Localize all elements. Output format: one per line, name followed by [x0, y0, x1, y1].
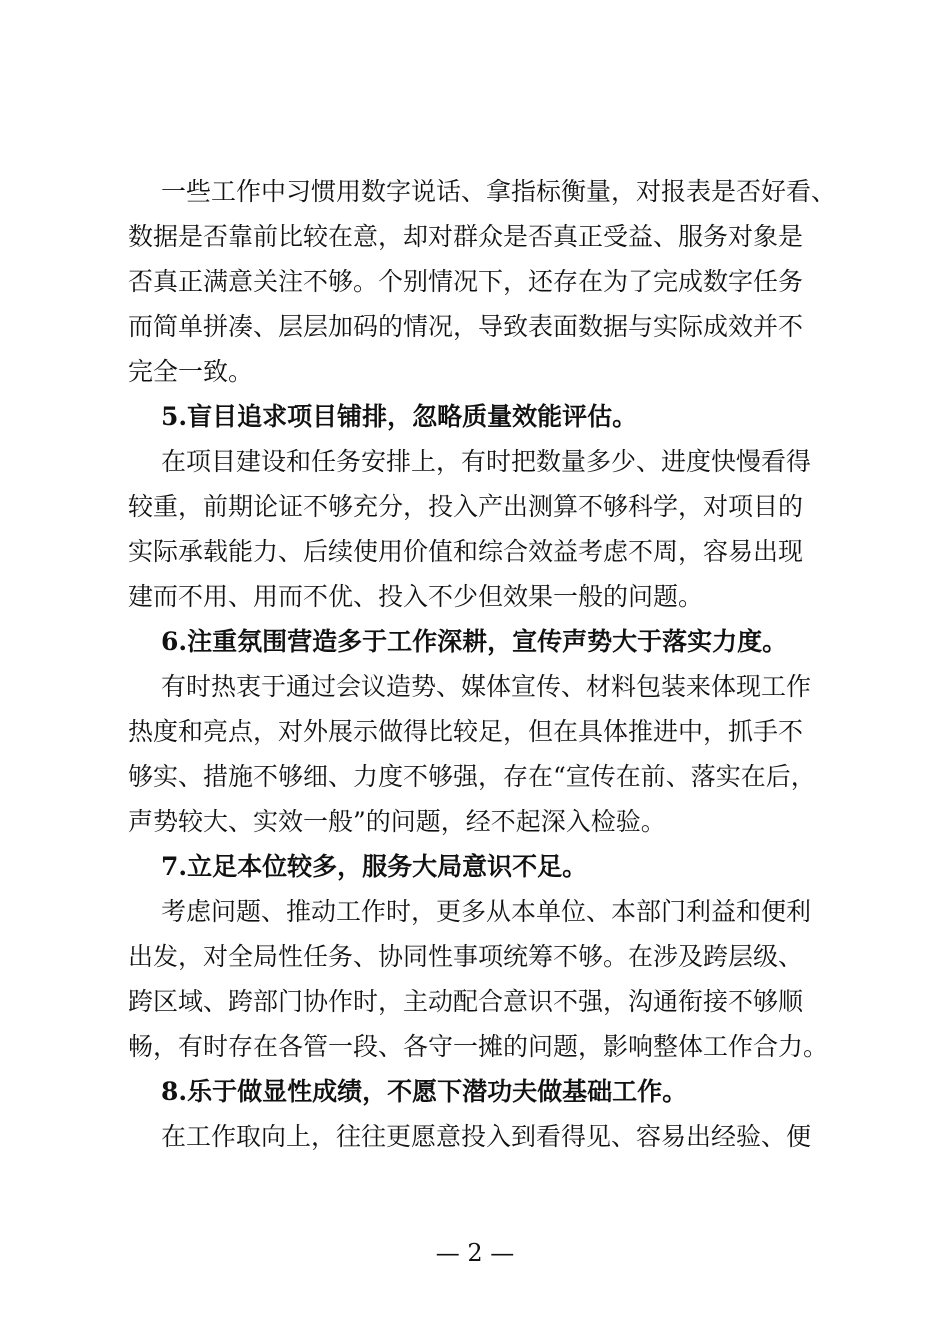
section-heading: 6.注重氛围营造多于工作深耕，宣传声势大于落实力度。 [161, 627, 788, 656]
body-line: 考虑问题、推动工作时，更多从本单位、本部门利益和便利 [161, 897, 812, 926]
section-heading: 7.立足本位较多，服务大局意识不足。 [161, 852, 588, 881]
body-line: 热度和亮点，对外展示做得比较足，但在具体推进中，抓手不 [128, 717, 804, 746]
body-line: 实际承载能力、后续使用价值和综合效益考虑不周，容易出现 [128, 537, 804, 566]
body-line: 建而不用、用而不优、投入不少但效果一般的问题。 [128, 582, 704, 611]
body-line: 够实、措施不够细、力度不够强，存在“宣传在前、落实在后， [128, 762, 816, 791]
body-line: 完全一致。 [128, 357, 254, 386]
body-line: 在工作取向上，往往更愿意投入到看得见、容易出经验、便 [161, 1122, 812, 1151]
body-line: 声势较大、实效一般”的问题，经不起深入检验。 [128, 807, 666, 836]
section-heading: 8.乐于做显性成绩，不愿下潜功夫做基础工作。 [161, 1077, 688, 1106]
body-line: 跨区域、跨部门协作时，主动配合意识不强，沟通衔接不够顺 [128, 987, 804, 1016]
body-line: 出发，对全局性任务、协同性事项统筹不够。在涉及跨层级、 [128, 942, 804, 971]
body-line: 否真正满意关注不够。个别情况下，还存在为了完成数字任务 [128, 267, 804, 296]
body-line: 一些工作中习惯用数字说话、拿指标衡量，对报表是否好看、 [161, 177, 837, 206]
section-heading: 5.盲目追求项目铺排，忽略质量效能评估。 [161, 402, 638, 431]
page-number: — 2 — [435, 1239, 515, 1267]
body-line: 数据是否靠前比较在意，却对群众是否真正受益、服务对象是 [128, 222, 804, 251]
body-line: 而简单拼凑、层层加码的情况，导致表面数据与实际成效并不 [128, 312, 804, 341]
body-line: 较重，前期论证不够充分，投入产出测算不够科学，对项目的 [128, 492, 804, 521]
body-line: 在项目建设和任务安排上，有时把数量多少、进度快慢看得 [161, 447, 812, 476]
body-line: 畅，有时存在各管一段、各守一摊的问题，影响整体工作合力。 [128, 1032, 829, 1061]
body-line: 有时热衷于通过会议造势、媒体宣传、材料包装来体现工作 [161, 672, 812, 701]
